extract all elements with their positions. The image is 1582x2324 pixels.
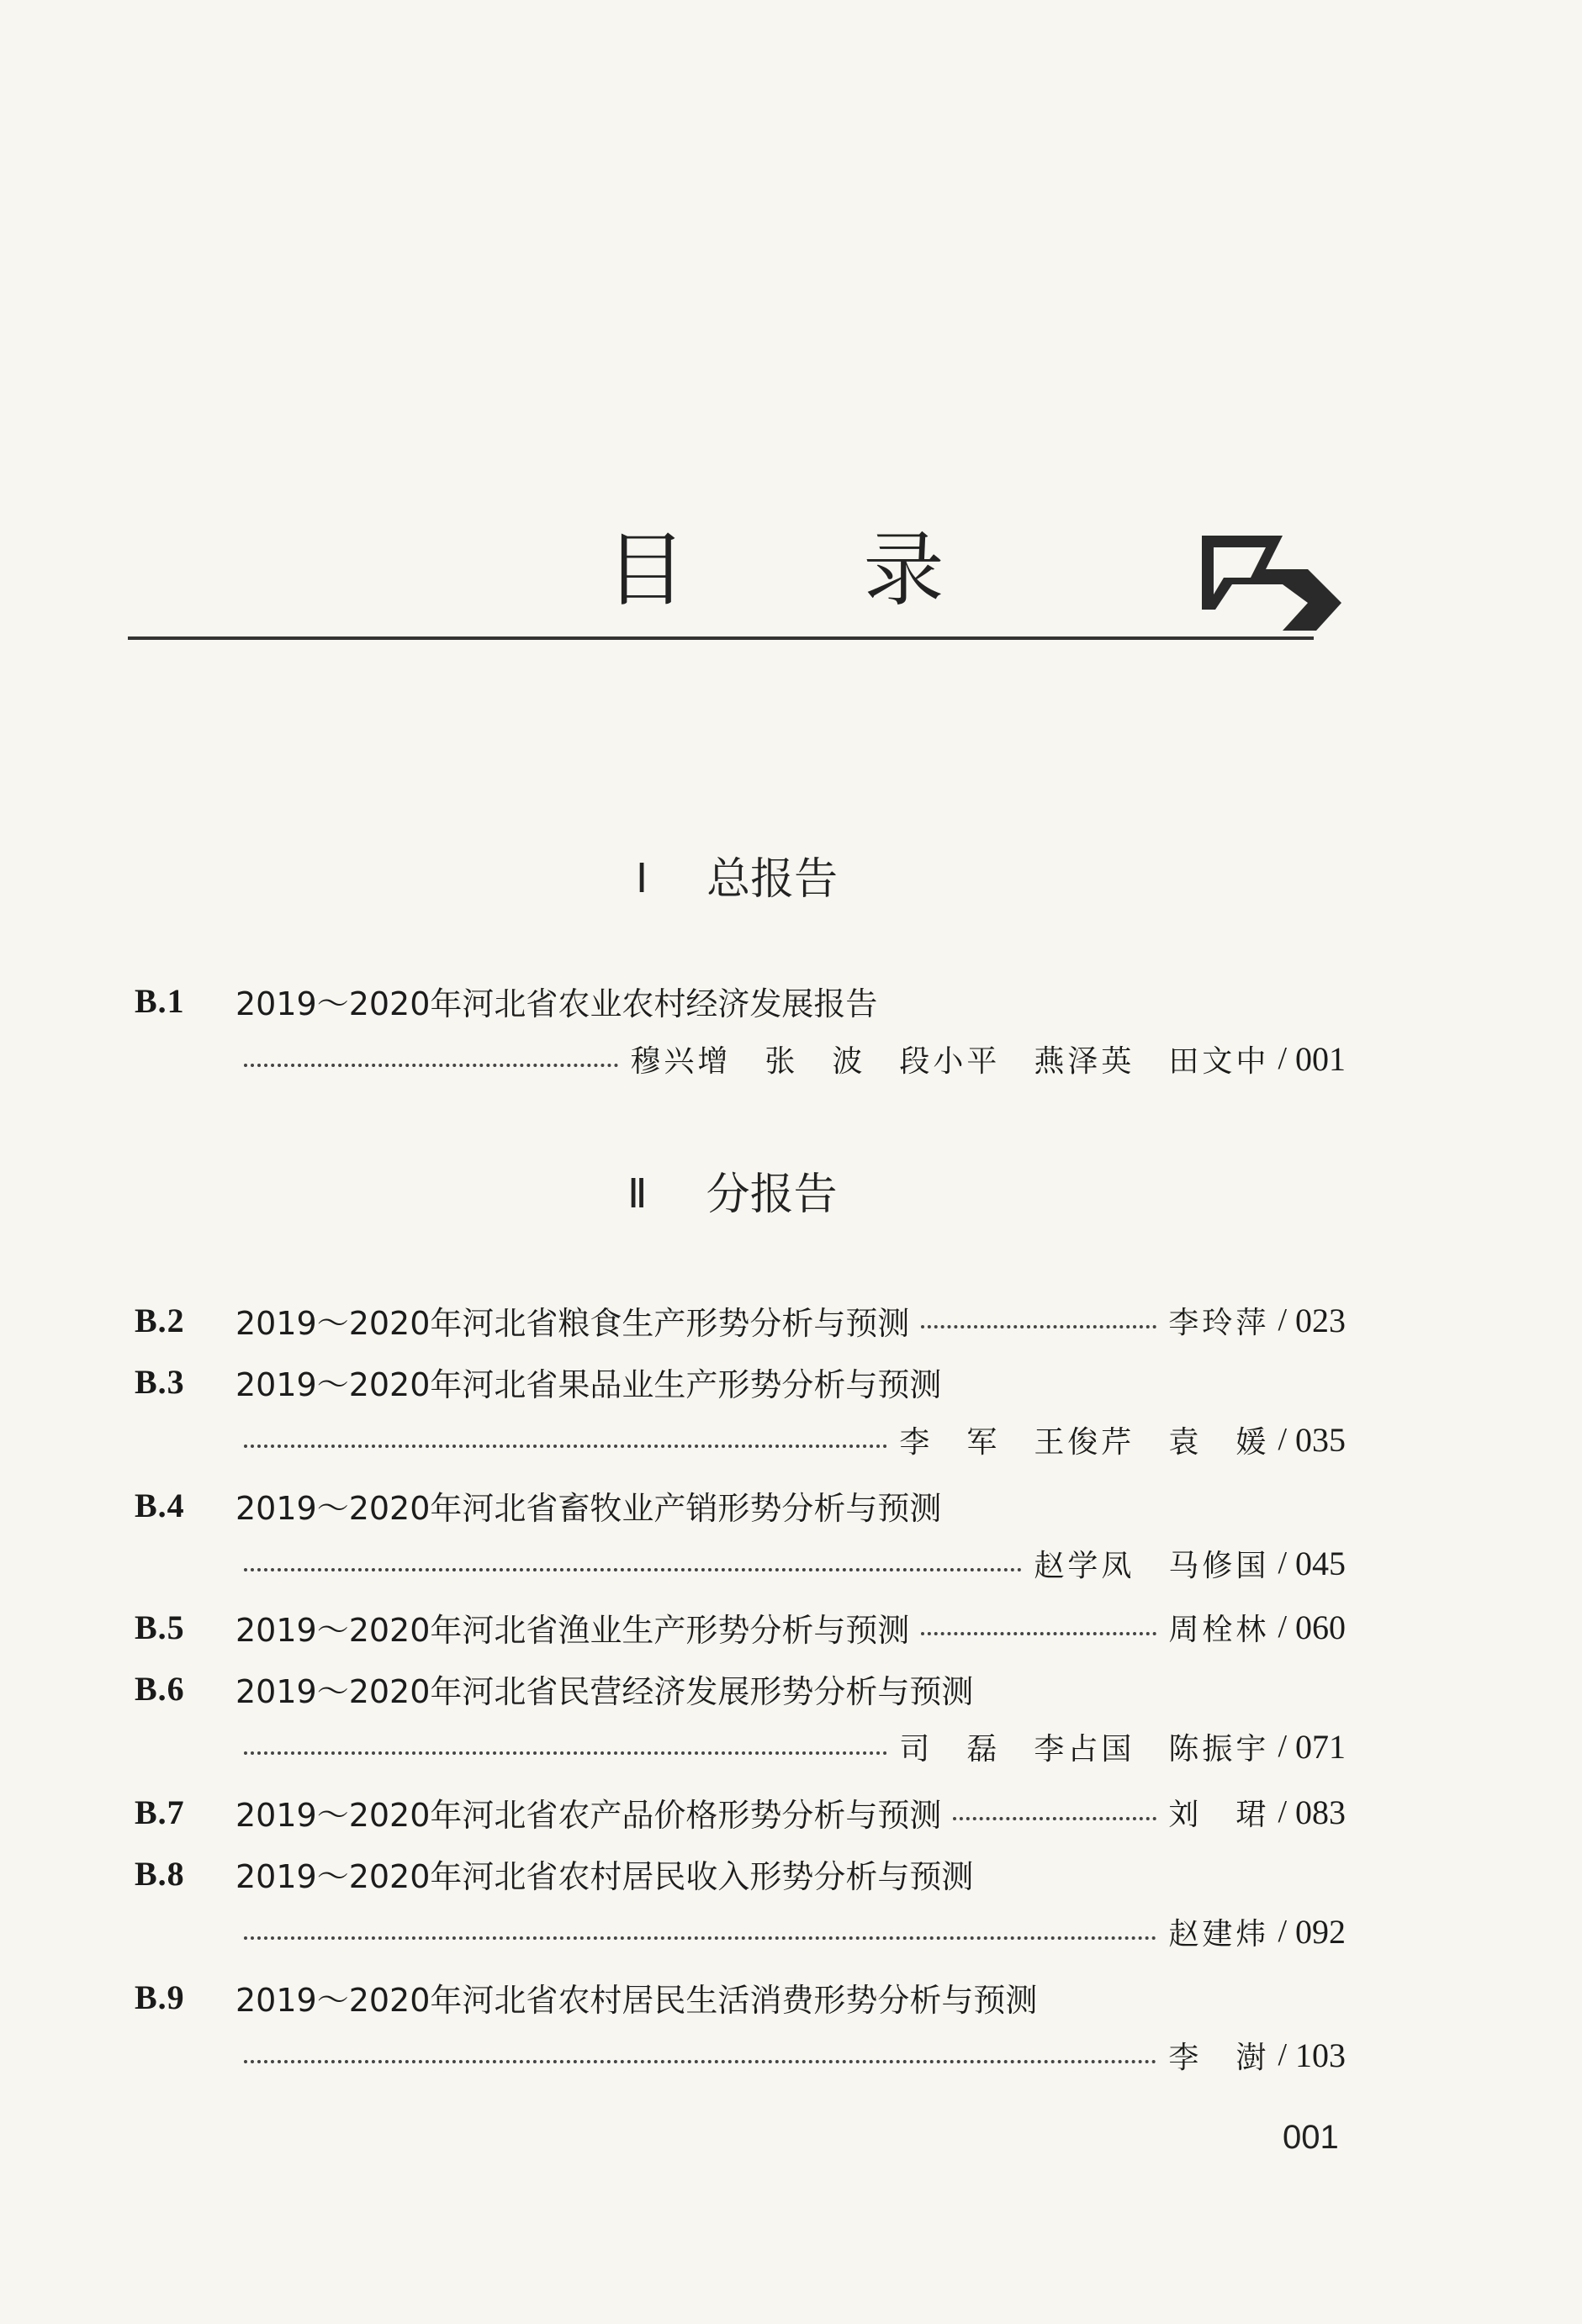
entry-authors: 刘 珺	[1168, 1797, 1270, 1832]
entry-page: 035	[1295, 1420, 1346, 1459]
entry-code: B.2	[135, 1301, 185, 1339]
page-title: 目 录	[606, 523, 1020, 617]
entry-page: 060	[1295, 1608, 1346, 1646]
entry-page: 083	[1295, 1793, 1346, 1831]
leader-dots	[921, 1632, 1156, 1635]
entry-code: B.9	[135, 1978, 185, 2016]
entry-authors: 李 军 王俊芹 袁 媛	[899, 1424, 1270, 1460]
page-separator: /	[1278, 1794, 1287, 1830]
entry-code: B.1	[135, 981, 185, 1020]
toc-entry-b4[interactable]	[135, 1476, 1346, 1592]
entry-authors: 赵学凤 马修国	[1034, 1548, 1270, 1583]
leader-dots	[244, 1751, 887, 1755]
entry-title: 2019～2020年河北省民营经济发展形势分析与预测	[235, 1672, 974, 1710]
entry-code: B.8	[135, 1854, 185, 1893]
leader-dots	[244, 1445, 887, 1448]
entry-page: 023	[1295, 1301, 1346, 1339]
entry-code: B.7	[135, 1793, 185, 1831]
leader-dots	[244, 1936, 1156, 1940]
leader-dots	[953, 1817, 1156, 1820]
page-number: 001	[1283, 2119, 1339, 2156]
entry-page: 045	[1295, 1544, 1346, 1582]
chapter-mark-icon	[1198, 526, 1350, 635]
leader-dots	[244, 1568, 1022, 1571]
entry-title: 2019～2020年河北省畜牧业产销形势分析与预测	[235, 1489, 942, 1527]
leader-dots	[921, 1325, 1156, 1328]
entry-authors: 周栓林	[1168, 1612, 1270, 1647]
page-separator: /	[1278, 1041, 1287, 1076]
page-separator: /	[1278, 1545, 1287, 1581]
section-heading-sub	[627, 1170, 838, 1220]
page-separator: /	[1278, 1729, 1287, 1764]
entry-authors: 穆兴增 张 波 段小平 燕泽英 田文中	[630, 1043, 1270, 1079]
entry-page: 092	[1295, 1912, 1346, 1951]
section-number: Ⅰ	[636, 857, 648, 901]
entry-page: 001	[1295, 1039, 1346, 1078]
page-separator: /	[1278, 2037, 1287, 2073]
section-label: 总报告	[706, 854, 839, 905]
entry-title: 2019～2020年河北省农村居民收入形势分析与预测	[235, 1857, 974, 1895]
entry-authors: 李 澍	[1168, 2040, 1270, 2075]
entry-code: B.6	[135, 1669, 185, 1708]
toc-entry-b2[interactable]	[135, 1291, 1346, 1350]
entry-code: B.3	[135, 1362, 185, 1401]
toc-entry-b8[interactable]	[135, 1844, 1346, 1960]
entry-code: B.4	[135, 1486, 185, 1524]
page-separator: /	[1278, 1302, 1287, 1338]
page-separator: /	[1278, 1422, 1287, 1457]
entry-title: 2019～2020年河北省渔业生产形势分析与预测	[235, 1611, 910, 1649]
entry-authors: 司 磊 李占国 陈振宇	[899, 1731, 1270, 1767]
entry-code: B.5	[135, 1608, 185, 1646]
page-separator: /	[1278, 1914, 1287, 1949]
section-heading-general	[636, 854, 839, 905]
toc-entry-b9[interactable]	[135, 1967, 1346, 2084]
entry-title: 2019～2020年河北省农业农村经济发展报告	[235, 985, 878, 1022]
toc-entry-b3[interactable]	[135, 1352, 1346, 1468]
entry-title: 2019～2020年河北省农产品价格形势分析与预测	[235, 1796, 942, 1834]
toc-entry-b1[interactable]	[135, 971, 1346, 1087]
entry-page: 071	[1295, 1727, 1346, 1766]
title-divider	[128, 636, 1314, 640]
section-label: 分报告	[706, 1170, 838, 1220]
toc-entry-b7[interactable]	[135, 1783, 1346, 1841]
entry-title: 2019～2020年河北省果品业生产形势分析与预测	[235, 1365, 942, 1403]
entry-authors: 李玲萍	[1168, 1305, 1270, 1340]
entry-page: 103	[1295, 2036, 1346, 2074]
page-separator: /	[1278, 1609, 1287, 1645]
entry-title: 2019～2020年河北省农村居民生活消费形势分析与预测	[235, 1981, 1038, 2019]
toc-entry-b5[interactable]	[135, 1598, 1346, 1656]
leader-dots	[244, 2060, 1156, 2063]
leader-dots	[244, 1064, 618, 1067]
section-number: Ⅱ	[627, 1172, 648, 1217]
toc-entry-b6[interactable]	[135, 1659, 1346, 1775]
entry-title: 2019～2020年河北省粮食生产形势分析与预测	[235, 1304, 910, 1342]
entry-authors: 赵建炜	[1168, 1916, 1270, 1952]
